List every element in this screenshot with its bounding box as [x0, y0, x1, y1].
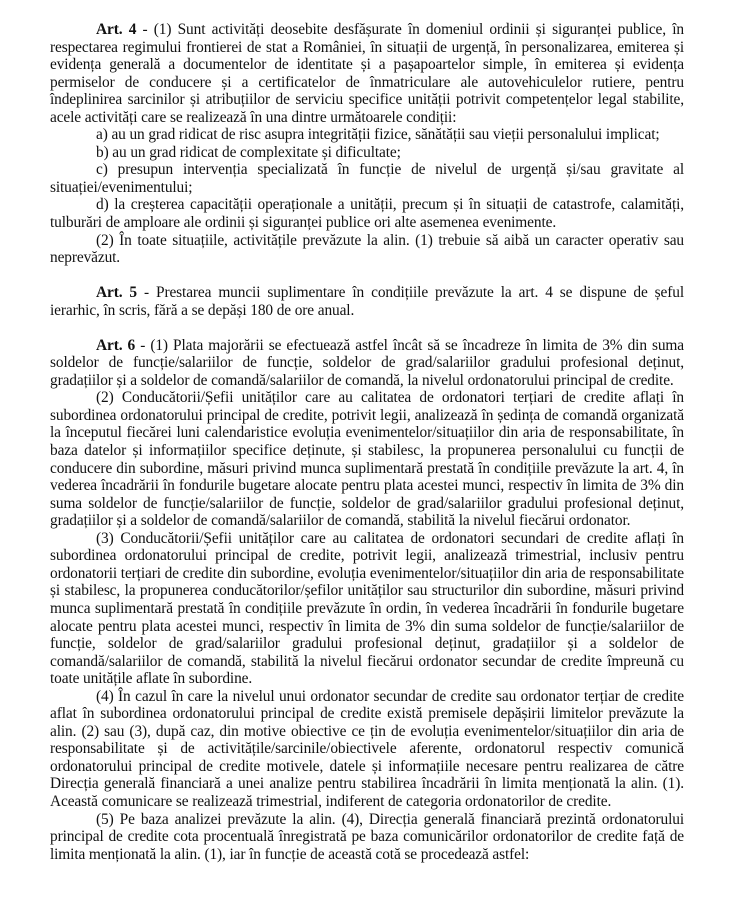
article-5-paragraph-1	[50, 284, 684, 319]
article-4-paragraph-2: (2) În toate situațiile, activitățile prevăzute la alin. (1) trebuie să aibă un caracter operativ sau neprevăzut.	[50, 231, 684, 267]
article-5-label: Art. 5	[96, 284, 138, 302]
article-4-item-b: b) au un grad ridicat de complexitate și dificultate;	[96, 143, 401, 161]
article-4	[50, 21, 684, 267]
article-6-paragraph-5: (5) Pe baza analizei prevăzute la alin. (4), Direcția generală financiară prezintă ordonatorului principal de credite cota procentuală înregistrată pe baza comunicărilor ordonatorilor de credite față de limita menționată la alin. (1), iar în funcție de această cotă se procedează astfel:	[50, 810, 684, 863]
article-6-paragraph-2: (2) Conducătorii/Șefii unităților care au calitatea de ordonatori terțiari de credite aflați în subordinea ordonatorului principal de credite, potrivit legii, analizează în ședința de comandă organizată la începutul fiecărei luni calendaristice evoluția evenimentelor/situațiilor din aria de responsabilitate, în baza datelor și informațiilor specifice deținute, și stabilesc, la propunerea personalului cu funcții de conducere din subordine, măsuri privind munca suplimentară prestată în condițiile prevăzute la art. 4, în vederea încadrării în fondurile bugetare alocate pentru plata acestei munci, respectiv în limita de 3% din suma soldelor de funcție/salariilor de funcție, soldelor de grad/salariilor gradului profesional deținut, gradațiilor și a soldelor de comandă/salariilor de comandă, stabilită la nivelul fiecărui ordonator.	[50, 389, 684, 530]
article-6-text: - (1) Plata majorării se efectuează astfel încât să se încadreze în limita de 3% din suma soldelor de funcție/salariilor de funcție, soldelor de grad/salariilor gradului profesional deținut, gradațiilor și a soldelor de comandă/salariilor de comandă, la nivelul ordonatorului principal de credite.	[50, 336, 684, 389]
article-6-paragraph-3: (3) Conducătorii/Șefii unităților care au calitatea de ordonatori secundari de credite aflați în subordinea ordonatorului principal de credite, potrivit legii, analizează trimestrial, inclusiv pentru ordonatorii terțiari de credite din subordine, evoluția evenimentelor/situațiilor din aria de responsabilitate și stabilesc, la propunerea conducătorilor/șefilor unităților sau structurilor din subordine, măsuri privind munca suplimentară prestată în condițiile prevăzute în ordin, în vederea încadrării în fondurile bugetare alocate pentru plata acestei munci, respectiv în limita de 3% din suma soldelor de funcție/salariilor de funcție, soldelor de grad/salariilor gradului profesional deținut, gradațiilor și a soldelor de comandă/salariilor de comandă, stabilită la nivelul fiecărui ordonator secundar de credite împreună cu toate unitățile aflate în subordine.	[50, 529, 684, 688]
article-5	[50, 284, 684, 319]
article-4-label: Art. 4	[96, 21, 137, 38]
article-6-label: Art. 6	[96, 336, 136, 354]
section-gap	[50, 319, 684, 337]
article-6-paragraph-4: (4) În cazul în care la nivelul unui ordonator secundar de credite sau ordonator terțiar de credite aflat în subordinea ordonatorului principal de credite există premisele depășirii limitelor prevăzute la alin. (2) sau (3), după caz, din motive obiective ce țin de evoluția evenimentelor/situațiilor din aria de responsabilitate și de activitățile/sarcinile/obiectivele aferente, ordonatorul respectiv comunică ordonatorului principal de credite motivele, datele și informațiile necesare pentru realizarea de către Direcția generală financiară a unei analize pentru stabilirea încadrării în limita menționată la alin. (1). Această comunicare se realizează trimestrial, indiferent de categoria ordonatorilor de credite.	[50, 687, 684, 810]
article-6	[50, 337, 684, 863]
article-4-paragraph-1	[50, 21, 684, 126]
article-5-text: - Prestarea muncii suplimentare în condițiile prevăzute la art. 4 se dispune de șeful ierarhic, în scris, fără a se depăși 180 de ore anual.	[50, 284, 684, 319]
article-4-text: - (1) Sunt activități deosebite desfășurate în domeniul ordinii și siguranței publice, în respectarea regimului frontierei de stat a României, în situații de urgență, în personalizarea, emiterea și evidența generală a documentelor de identitate și a pașapoartelor simple, în emiterea și evidența permiselor de conducere și a certificatelor de înmatriculare ale autovehiculelor rutiere, pentru îndeplinirea sarcinilor și atribuțiilor de serviciu specifice unității potrivit competențelor legal stabilite, acele activități care se realizează în una dintre următoarele condiții:	[50, 21, 684, 126]
section-gap	[50, 267, 684, 285]
article-4-item-d: d) la creșterea capacității operaționale a unității, precum și în situații de catastrofe, calamități, tulburări de amploare ale ordinii și siguranței publice ori alte asemenea evenimente.	[50, 196, 684, 232]
article-4-item-c: c) presupun intervenția specializată în funcție de nivelul de urgență și/sau gravitate al situației/evenimentului;	[50, 161, 684, 196]
article-6-paragraph-1	[50, 337, 684, 390]
document-page	[50, 21, 684, 863]
article-4-item-a: a) au un grad ridicat de risc asupra integrității fizice, sănătății sau vieții personalului implicat;	[96, 126, 660, 144]
